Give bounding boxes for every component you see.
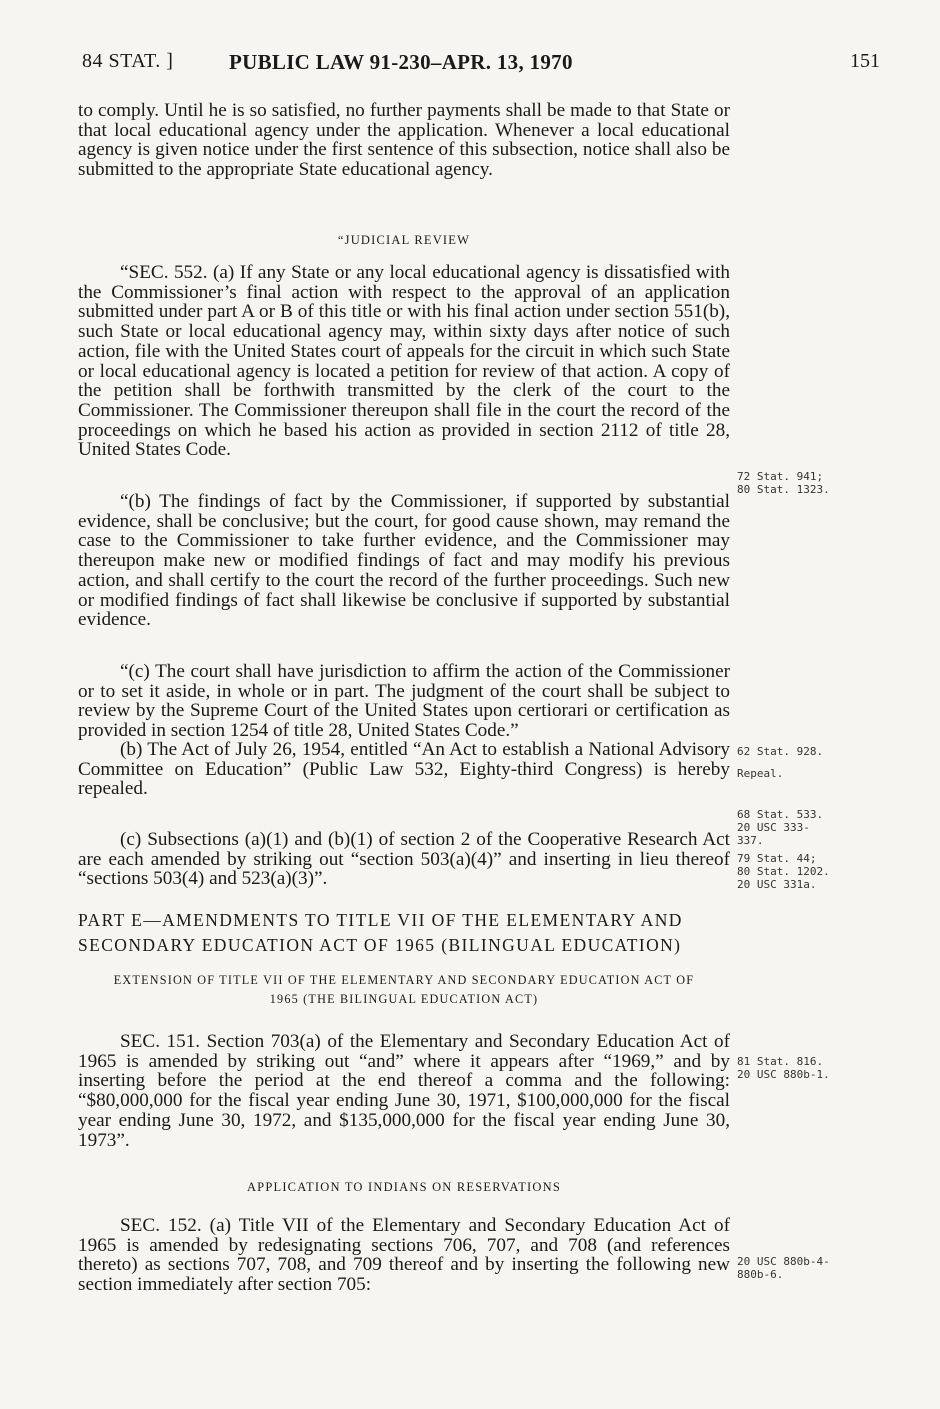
paragraph-text: (c) Subsections (a)(1) and (b)(1) of section 2 of the Cooperative Research Act are each amended by striking out “section 503(a)(4)” and inserting in lieu thereof “sections 503(4) and 523(a)(3)”. [78,829,730,890]
margin-note-citation: 79 Stat. 44; 80 Stat. 1202. 20 USC 331a. [737,852,830,891]
margin-note-citation: 62 Stat. 928. [737,745,824,758]
margin-note-citation: 72 Stat. 941; 80 Stat. 1323. [737,470,830,496]
paragraph-b-repeal [78,740,730,799]
part-e-heading: PART E—AMENDMENTS TO TITLE VII OF THE ELEMENTARY AND SECONDARY EDUCATION ACT OF 1965 (BILINGUAL EDUCATION) [78,910,683,955]
indians-heading: APPLICATION TO INDIANS ON RESERVATIONS [246,1180,562,1194]
section-552-b [78,492,730,630]
extension-heading: EXTENSION OF TITLE VII OF THE ELEMENTARY AND SECONDARY EDUCATION ACT OF 1965 (THE BILINGUAL EDUCATION ACT) [113,973,695,1006]
section-152 [78,1216,730,1295]
paragraph-text: “SEC. 552. (a) If any State or any local educational agency is dissatisfied with the Commissioner’s final action with respect to the approval of an application submitted under part A or B of this title or with his final action under section 551(b), such State or local educational agency may, within sixty days after notice of such action, file with the United States court of appeals for the circuit in which such State or local educational agency is located a petition for review of that action. A copy of the petition shall be forthwith transmitted by the clerk of the court to the Commissioner. The Commissioner thereupon shall file in the court the record of the proceedings on which he based his action as provided in section 2112 of title 28, United States Code. [78,262,730,461]
paragraph-text: SEC. 151. Section 703(a) of the Elementary and Secondary Education Act of 1965 is amended by striking out “and” where it appears after “1969,” and by inserting before the period at the end thereof a comma and the following: “$80,000,000 for the fiscal year ending June 30, 1971, $100,000,000 for the fiscal year ending June 30, 1972, and $135,000,000 for the fiscal year ending June 30, 1973”. [78,1031,730,1151]
statute-volume: 84 STAT. ] [82,50,174,72]
section-552-c [78,662,730,741]
paragraph-text: SEC. 152. (a) Title VII of the Elementary and Secondary Education Act of 1965 is amended by redesignating sections 706, 707, and 708 (and references thereto) as sections 707, 708, and 709 thereof and by inserting the following new section immediately after section 705: [78,1215,730,1296]
running-title: PUBLIC LAW 91-230–APR. 13, 1970 [229,50,573,74]
paragraph-text: “(c) The court shall have jurisdiction to affirm the action of the Commissioner or to set it aside, in whole or in part. The judgment of the court shall be subject to review by the Supreme Court of the United States upon certiorari or certification as provided in section 1254 of title 28, United States Code.” [78,661,730,742]
page-header [82,50,880,80]
margin-note-repeal: Repeal. [737,767,784,780]
paragraph-text: “(b) The findings of fact by the Commissioner, if supported by substantial evidence, shall be conclusive; but the court, for good cause shown, may remand the case to the Commissioner to take further evidence, and the Commissioner may thereupon make new or modified findings of fact and may modify his previous action, and shall certify to the court the record of the further proceedings. Such new or modified findings of fact shall likewise be conclusive if supported by substantial evidence. [78,491,730,631]
paragraph-c-amendment [78,830,730,889]
page-number: 151 [850,50,880,72]
paragraph-text: (b) The Act of July 26, 1954, entitled “An Act to establish a National Advisory Committee on Education” (Public Law 532, Eighty-third Congress) is hereby repealed. [78,739,730,800]
section-552-a [78,263,730,460]
margin-note-citation: 20 USC 880b-4- 880b-6. [737,1255,830,1281]
margin-note-citation: 68 Stat. 533. 20 USC 333- 337. [737,808,824,847]
paragraph-text: to comply. Until he is so satisfied, no further payments shall be made to that State or that local educational agency under the application. Whenever a local educational agency is given notice under the first sentence of this subsection, notice shall also be submitted to the appropriate State educational agency. [78,100,730,181]
continuation-paragraph [78,101,730,180]
judicial-review-heading: “JUDICIAL REVIEW [337,233,471,247]
section-151 [78,1032,730,1150]
margin-note-citation: 81 Stat. 816. 20 USC 880b-1. [737,1055,830,1081]
